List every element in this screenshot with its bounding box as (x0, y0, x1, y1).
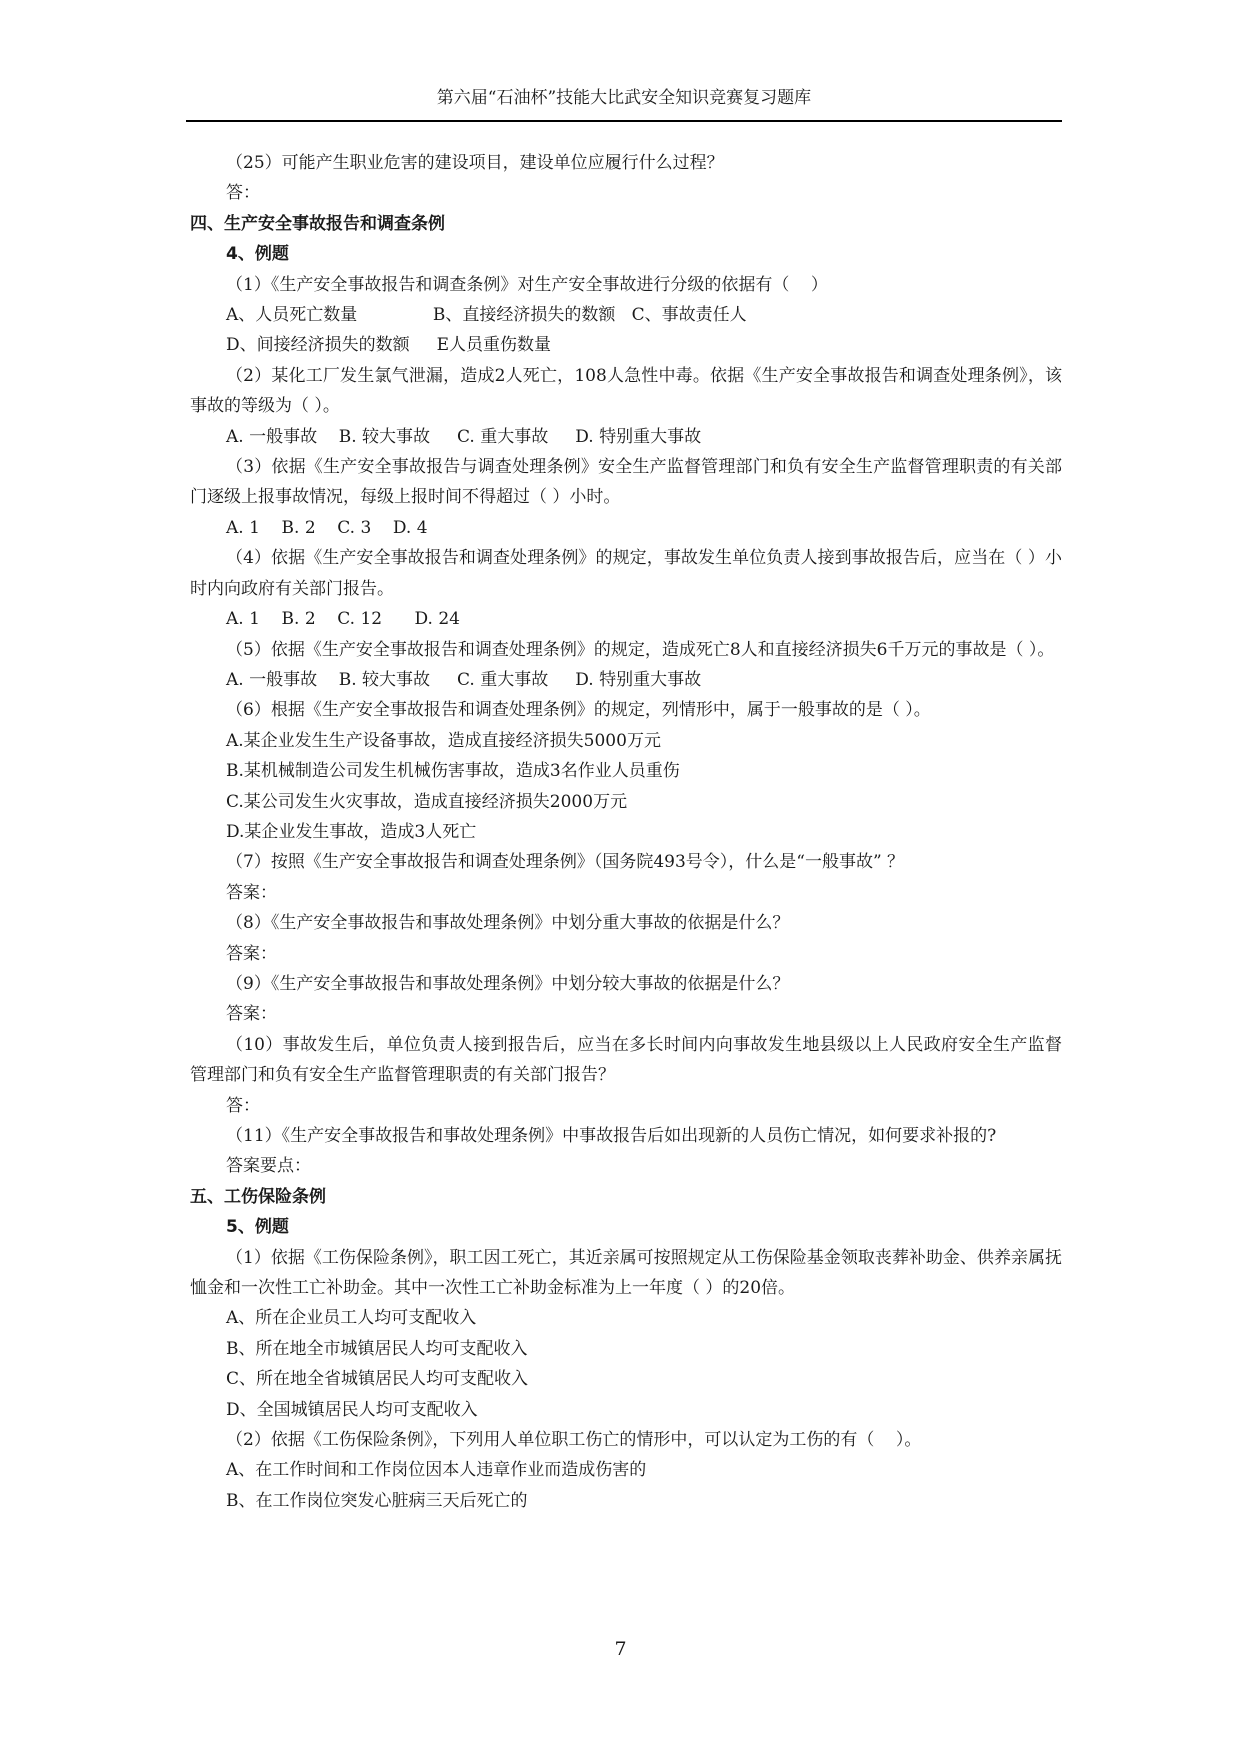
option-5-2-b: B、在工作岗位突发心脏病三天后死亡的 (226, 1490, 528, 1511)
option-4-6-a: A.某企业发生生产设备事故，造成直接经济损失5000万元 (226, 730, 661, 751)
option-5-1-a: A、所在企业员工人均可支配收入 (226, 1308, 477, 1329)
options-4-4: A. 1 B. 2 C. 12 D. 24 (226, 609, 460, 630)
question-4-3: （3）依据《生产安全事故报告与调查处理条例》安全生产监督管理部门和负有安全生产监督管理职责的有关部门逐级上报事故情况，每级上报时间不得超过（ ）小时。 (190, 457, 1062, 508)
page-header (186, 86, 1062, 122)
option-5-1-b: B、所在地全市城镇居民人均可支配收入 (226, 1338, 528, 1359)
option-5-2-a: A、在工作时间和工作岗位因本人违章作业而造成伤害的 (226, 1460, 647, 1481)
answer-25: 答： (226, 183, 260, 204)
subheading-examples-5: 5、例题 (226, 1217, 289, 1238)
question-5-1: （1）依据《工伤保险条例》，职工因工死亡，其近亲属可按照规定从工伤保险基金领取丧葬补助金、供养亲属抚恤金和一次性工亡补助金。其中一次性工亡补助金标准为上一年度（ ）的20倍。 (190, 1247, 1062, 1299)
section-heading-4: 四、生产安全事故报告和调查条例 (190, 213, 445, 234)
question-4-4: （4）依据《生产安全事故报告和调查处理条例》的规定，事故发生单位负责人接到事故报告后，应当在（ ）小时内向政府有关部门报告。 (190, 548, 1062, 599)
option-5-1-c: C、所在地全省城镇居民人均可支配收入 (226, 1369, 529, 1390)
question-4-6: （6）根据《生产安全事故报告和调查处理条例》的规定，列情形中，属于一般事故的是（ ）。 (226, 700, 931, 721)
question-4-8: （8）《生产安全事故报告和事故处理条例》中划分重大事故的依据是什么？ (226, 913, 790, 934)
option-5-1-d: D、全国城镇居民人均可支配收入 (226, 1399, 478, 1420)
options-4-1-line1: A、人员死亡数量 B、直接经济损失的数额 C、事故责任人 (226, 305, 747, 326)
options-4-5: A. 一般事故 B. 较大事故 C. 重大事故 D. 特别重大事故 (226, 669, 702, 690)
question-5-2: （2）依据《工伤保险条例》，下列用人单位职工伤亡的情形中，可以认定为工伤的有（ ）。 (226, 1430, 922, 1451)
option-4-6-b: B.某机械制造公司发生机械伤害事故，造成3名作业人员重伤 (226, 761, 680, 782)
question-4-5: （5）依据《生产安全事故报告和调查处理条例》的规定，造成死亡8人和直接经济损失6千万元的事故是（ ）。 (226, 639, 1055, 660)
options-4-3: A. 1 B. 2 C. 3 D. 4 (226, 517, 428, 538)
question-25: （25）可能产生职业危害的建设项目，建设单位应履行什么过程？ (226, 153, 724, 173)
question-4-2: （2）某化工厂发生氯气泄漏，造成2人死亡，108人急性中毒。依据《生产安全事故报告和调查处理条例》，该事故的等级为（ ）。 (190, 365, 1062, 417)
question-4-1: （1）《生产安全事故报告和调查条例》对生产安全事故进行分级的依据有（ ） (226, 274, 828, 295)
question-4-11: （11）《生产安全事故报告和事故处理条例》中事故报告后如出现新的人员伤亡情况，如何要求补报的? (226, 1126, 997, 1146)
subheading-examples-4: 4、例题 (226, 244, 289, 265)
answer-4-10: 答： (226, 1095, 260, 1116)
document-body (190, 148, 1062, 1516)
options-4-2: A. 一般事故 B. 较大事故 C. 重大事故 D. 特别重大事故 (226, 426, 702, 447)
answer-4-9: 答案： (226, 1004, 277, 1025)
header-title: 第六届“石油杯”技能大比武安全知识竞赛复习题库 (436, 88, 812, 108)
answer-4-11: 答案要点： (226, 1156, 311, 1177)
options-4-1-line2: D、间接经济损失的数额 E人员重伤数量 (226, 335, 552, 356)
answer-4-7: 答案： (226, 882, 277, 903)
option-4-6-c: C.某公司发生火灾事故，造成直接经济损失2000万元 (226, 791, 628, 812)
question-4-9: （9）《生产安全事故报告和事故处理条例》中划分较大事故的依据是什么？ (226, 973, 790, 994)
question-4-7: （7）按照《生产安全事故报告和调查处理条例》（国务院493号令），什么是“一般事故” ？ (226, 852, 905, 873)
option-4-6-d: D.某企业发生事故，造成3人死亡 (226, 821, 477, 842)
answer-4-8: 答案： (226, 943, 277, 964)
question-4-10: （10）事故发生后，单位负责人接到报告后，应当在多长时间内向事故发生地县级以上人民政府安全生产监督管理部门和负有安全生产监督管理职责的有关部门报告？ (190, 1034, 1062, 1086)
section-heading-5: 五、工伤保险条例 (190, 1186, 326, 1207)
page-number: 7 (614, 1638, 627, 1660)
